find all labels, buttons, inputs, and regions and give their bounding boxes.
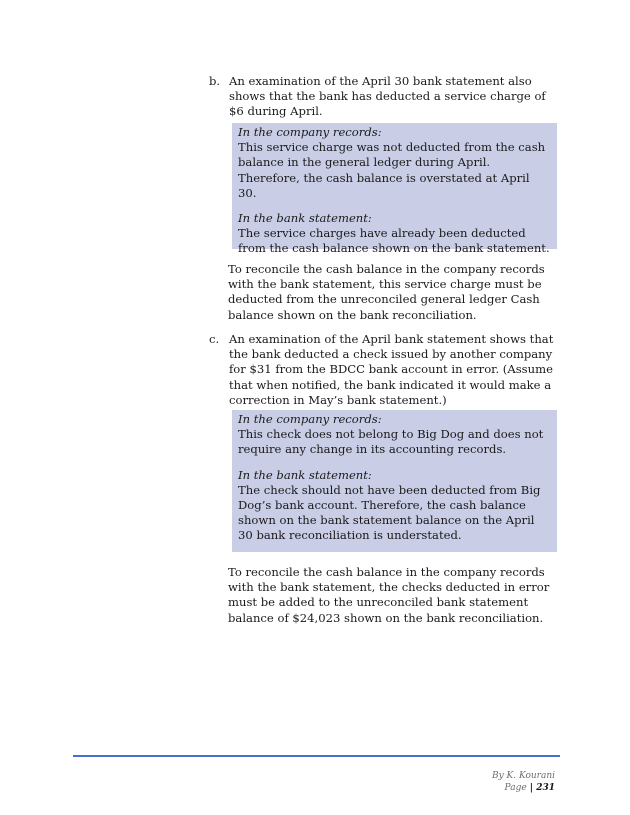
list-text-c: An examination of the April bank statement shows that the bank deducted a check issued by another company for $31 from the BDCC bank account in error. (Assume that when notified, the bank indicated it would make a correction in May’s bank statement.)	[229, 332, 554, 407]
footer-page-label: Page	[504, 783, 527, 793]
footer-separator: |	[526, 783, 537, 793]
list-marker-b: b.	[209, 74, 221, 88]
company-records-text: This service charge was not deducted from the cash balance in the general ledger during April. Therefore, the cash balance is overstated at April 30.	[238, 140, 546, 200]
footer-author: By K. Kourani	[491, 771, 555, 781]
reconcile-paragraph-c: To reconcile the cash balance in the company records with the bank statement, the checks deducted in error must be added to the unreconciled bank statement balance of $24,023 shown on the bank reconciliation.	[228, 565, 550, 625]
list-text-b: An examination of the April 30 bank statement also shows that the bank has deducted a service charge of $6 during April.	[229, 74, 546, 119]
reconcile-paragraph-b: To reconcile the cash balance in the company records with the bank statement, this service charge must be deducted from the unreconciled general ledger Cash balance shown on the bank reconciliation.	[228, 262, 545, 322]
callout-box-c	[232, 410, 557, 552]
page-footer	[492, 770, 555, 794]
page-number: 231	[536, 783, 555, 793]
list-item-c	[209, 332, 559, 408]
company-records-heading: In the company records:	[238, 412, 382, 426]
footer-page	[492, 782, 555, 794]
bank-statement-heading: In the bank statement:	[238, 467, 372, 482]
company-records-text: This check does not belong to Big Dog and does not require any change in its accounting records.	[238, 427, 544, 457]
footer-divider	[73, 755, 560, 757]
company-records-heading: In the company records:	[238, 125, 382, 139]
list-item-b	[209, 74, 559, 120]
bank-statement-heading: In the bank statement:	[238, 211, 372, 226]
callout-box-b	[232, 123, 557, 256]
bank-statement-text: The check should not have been deducted from Big Dog’s bank account. Therefore, the cash balance shown on the bank statement balance on the April 30 bank reconciliation is understated.	[238, 482, 541, 543]
list-marker-c: c.	[209, 332, 220, 346]
bank-statement-text: The service charges have already been deducted from the cash balance shown on the bank statement.	[238, 226, 550, 256]
